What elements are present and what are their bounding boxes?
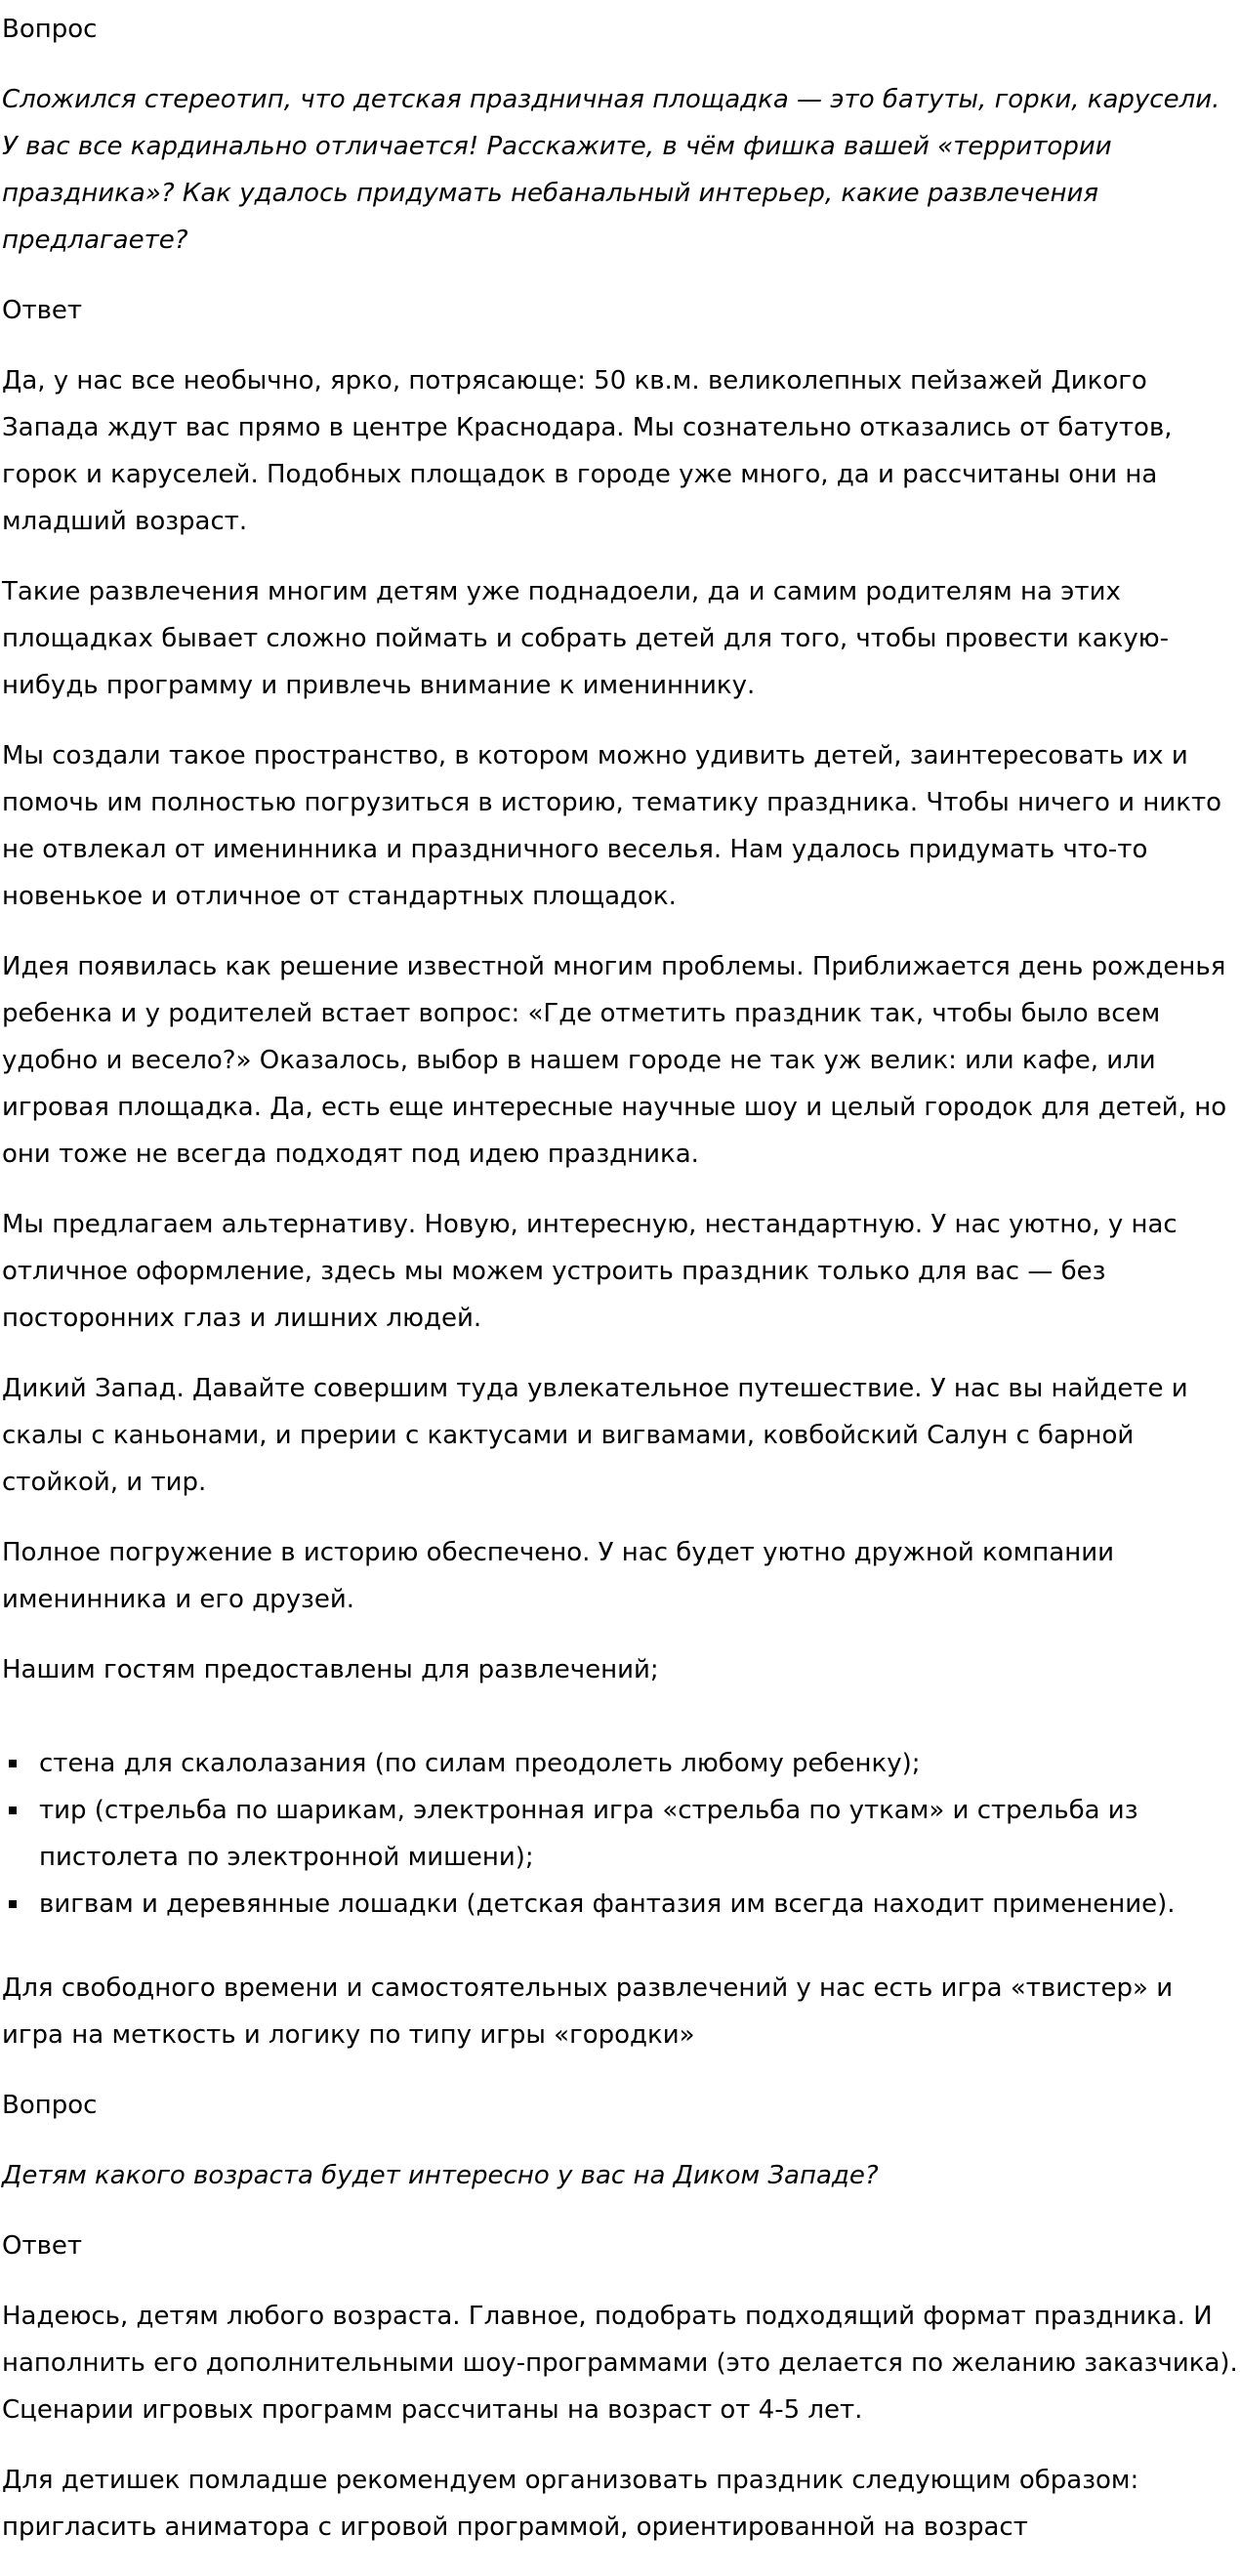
answer-paragraph: Для детишек помладше рекомендуем организовать праздник следующим образом: пригласить аниматора с игровой программой, ориентированной на возраст	[2, 2466, 1139, 2542]
qa-section-label: Ответ	[2, 296, 83, 325]
answer-paragraph: Да, у нас все необычно, ярко, потрясающе: 50 кв.м. великолепных пейзажей Дикого Запада ждут вас прямо в центре Краснодара. Мы сознательно отказались от батутов, горок и каруселей. Подобных площадок в городе уже много, да и рассчитаны они на младший возраст.	[2, 366, 1173, 536]
qa-section-label: Ответ	[2, 2231, 83, 2261]
answer-paragraph: Полное погружение в историю обеспечено. У нас будет уютно дружной компании именинника и его друзей.	[2, 1538, 1114, 1614]
answer-paragraph: Надеюсь, детям любого возраста. Главное, подобрать подходящий формат праздника. И наполнить его дополнительными шоу-программами (это делается по желанию заказчика). Сценарии игровых программ рассчитаны на возраст от 4-5 лет.	[2, 2302, 1238, 2425]
list-item-text: стена для скалолазания (по силам преодолеть любому ребенку);	[39, 1749, 921, 1778]
answer-paragraph: Такие развлечения многим детям уже поднадоели, да и самим родителям на этих площадках бывает сложно поймать и собрать детей для того, чтобы провести какую-нибудь программу и привлечь внимание к имениннику.	[2, 577, 1169, 700]
list-item	[2, 1740, 1240, 1787]
answer-paragraph: Для свободного времени и самостоятельных развлечений у нас есть игра «твистер» и игра на меткость и логику по типу игры «городки»	[2, 1974, 1174, 2050]
list-item	[2, 1787, 1240, 1881]
qa-section-label: Вопрос	[2, 2091, 98, 2120]
entertainment-list	[2, 1740, 1240, 1928]
list-item	[2, 1881, 1240, 1928]
list-item-text: тир (стрельба по шарикам, электронная игра «стрельба по уткам» и стрельба из пистолета по электронной мишени);	[39, 1796, 1138, 1872]
list-item-text: вигвам и деревянные лошадки (детская фантазия им всегда находит применение).	[39, 1890, 1176, 1919]
answer-paragraph: Идея появилась как решение известной многим проблемы. Приближается день рожденья ребенка и у родителей встает вопрос: «Где отметить праздник так, чтобы было всем удобно и весело?» Оказалось, выбор в нашем городе не так уж велик: или кафе, или игровая площадка. Да, есть еще интересные научные шоу и целый городок для детей, но они тоже не всегда подходят под идею праздника.	[2, 952, 1227, 1169]
qa-section-label: Вопрос	[2, 15, 98, 44]
question-text: Детям какого возраста будет интересно у вас на Диком Западе?	[2, 2161, 879, 2190]
bullet-square-icon	[9, 1760, 17, 1767]
answer-paragraph: Мы предлагаем альтернативу. Новую, интересную, нестандартную. У нас уютно, у нас отличное оформление, здесь мы можем устроить праздник только для вас — без посторонних глаз и лишних людей.	[2, 1210, 1178, 1333]
bullet-square-icon	[9, 1900, 17, 1908]
answer-paragraph: Дикий Запад. Давайте совершим туда увлекательное путешествие. У нас вы найдете и скалы с каньонами, и прерии с кактусами и вигвамами, ковбойский Салун с барной стойкой, и тир.	[2, 1374, 1188, 1497]
bullet-square-icon	[9, 1807, 17, 1814]
question-text: Сложился стереотип, что детская праздничная площадка — это батуты, горки, карусели. У вас все кардинально отличается! Расскажите, в чём фишка вашей «территории праздника»? Как удалось придумать небанальный интерьер, какие развлечения предлагаете?	[2, 85, 1220, 255]
answer-paragraph: Нашим гостям предоставлены для развлечений;	[2, 1655, 659, 1684]
answer-paragraph: Мы создали такое пространство, в котором можно удивить детей, заинтересовать их и помочь им полностью погрузиться в историю, тематику праздника. Чтобы ничего и никто не отвлекал от именинника и праздничного веселья. Нам удалось придумать что-то новенькое и отличное от стандартных площадок.	[2, 741, 1221, 911]
